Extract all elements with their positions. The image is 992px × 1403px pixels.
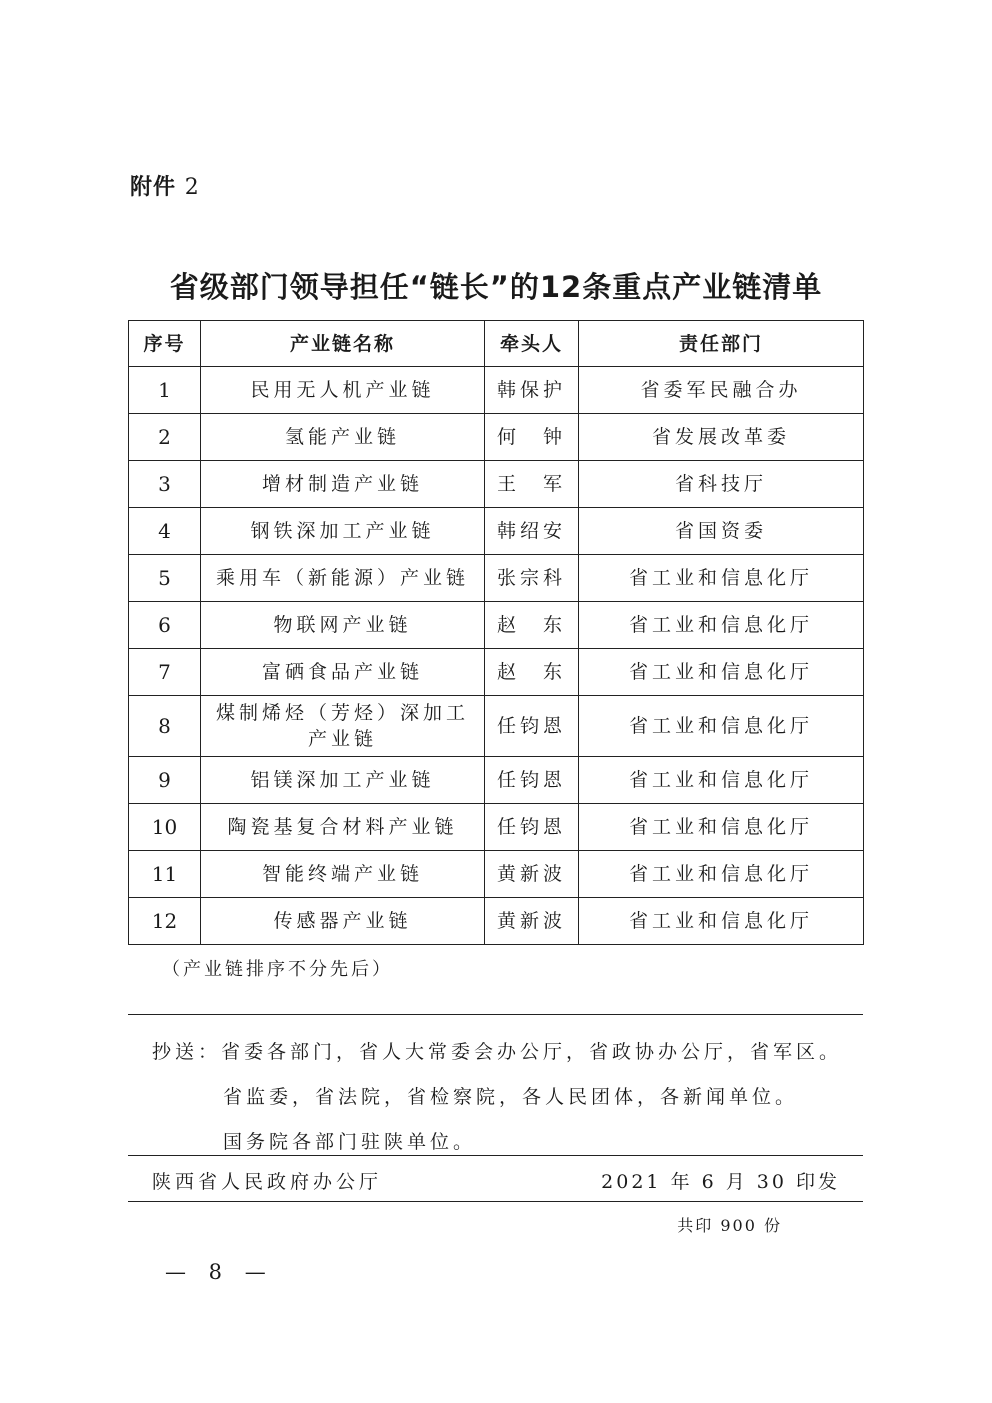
- cell-dept: 省工业和信息化厅: [579, 757, 864, 804]
- cc-line-1: 抄送：省委各部门，省人大常委会办公厅，省政协办公厅，省军区。: [152, 1041, 843, 1063]
- divider-top: [128, 1014, 863, 1015]
- cell-dept: 省国资委: [579, 508, 864, 555]
- cell-no: 6: [129, 602, 201, 649]
- cell-no: 9: [129, 757, 201, 804]
- table-row: [129, 555, 864, 602]
- cell-dept: 省科技厅: [579, 461, 864, 508]
- attachment-label: [130, 170, 200, 201]
- cell-dept: 省工业和信息化厅: [579, 649, 864, 696]
- cell-no: 4: [129, 508, 201, 555]
- header-no: 序号: [129, 321, 201, 367]
- page-number: — 8 —: [165, 1260, 274, 1284]
- table-row: [129, 757, 864, 804]
- table-row: [129, 461, 864, 508]
- table-note: （产业链排序不分先后）: [162, 959, 393, 980]
- cell-lead: 韩保护: [485, 367, 579, 414]
- cell-chain: 物联网产业链: [201, 602, 485, 649]
- table-row: [129, 649, 864, 696]
- cell-dept: 省工业和信息化厅: [579, 804, 864, 851]
- cell-lead: 任钧恩: [485, 757, 579, 804]
- cc-block: [152, 1030, 842, 1165]
- cell-chain: 陶瓷基复合材料产业链: [201, 804, 485, 851]
- copies-count: 共印 900 份: [677, 1216, 782, 1235]
- cell-no: 11: [129, 851, 201, 898]
- attachment-text: 附件: [130, 175, 177, 200]
- cc-line-3: 国务院各部门驻陕单位。: [223, 1131, 477, 1153]
- attachment-number: 2: [184, 175, 200, 200]
- header-lead: 牵头人: [485, 321, 579, 367]
- industry-chain-table: [128, 320, 864, 945]
- cell-chain: 煤制烯烃（芳烃）深加工产业链: [201, 696, 485, 757]
- cell-dept: 省工业和信息化厅: [579, 602, 864, 649]
- cell-chain: 氢能产业链: [201, 414, 485, 461]
- cell-chain: 钢铁深加工产业链: [201, 508, 485, 555]
- cell-no: 1: [129, 367, 201, 414]
- cell-chain: 智能终端产业链: [201, 851, 485, 898]
- header-chain: 产业链名称: [201, 321, 485, 367]
- document-title: 省级部门领导担任“链长”的12条重点产业链清单: [169, 270, 823, 304]
- cell-lead: 王 军: [485, 461, 579, 508]
- cell-dept: 省工业和信息化厅: [579, 555, 864, 602]
- cell-chain: 乘用车（新能源）产业链: [201, 555, 485, 602]
- cell-dept: 省发展改革委: [579, 414, 864, 461]
- issuer: 陕西省人民政府办公厅: [152, 1171, 383, 1193]
- cell-no: 7: [129, 649, 201, 696]
- cell-no: 8: [129, 696, 201, 757]
- cell-dept: 省工业和信息化厅: [579, 696, 864, 757]
- cell-lead: 张宗科: [485, 555, 579, 602]
- cell-lead: 赵 东: [485, 602, 579, 649]
- cell-no: 10: [129, 804, 201, 851]
- cell-lead: 任钧恩: [485, 804, 579, 851]
- cell-chain: 铝镁深加工产业链: [201, 757, 485, 804]
- cell-dept: 省工业和信息化厅: [579, 898, 864, 945]
- table-header-row: [129, 321, 864, 367]
- table-row: [129, 602, 864, 649]
- cell-lead: 何 钟: [485, 414, 579, 461]
- cell-lead: 任钧恩: [485, 696, 579, 757]
- cell-no: 2: [129, 414, 201, 461]
- issued-date: 2021 年 6 月 30 印发: [601, 1171, 840, 1193]
- divider-middle: [128, 1155, 863, 1156]
- header-dept: 责任部门: [579, 321, 864, 367]
- cell-no: 12: [129, 898, 201, 945]
- table-row: [129, 414, 864, 461]
- cell-lead: 黄新波: [485, 898, 579, 945]
- table-row: [129, 804, 864, 851]
- divider-bottom: [128, 1201, 863, 1202]
- table-row: [129, 898, 864, 945]
- cell-chain: 增材制造产业链: [201, 461, 485, 508]
- table-row: [129, 508, 864, 555]
- table-row: [129, 367, 864, 414]
- cell-lead: 韩绍安: [485, 508, 579, 555]
- cell-lead: 赵 东: [485, 649, 579, 696]
- cell-chain: 富硒食品产业链: [201, 649, 485, 696]
- table-row: [129, 851, 864, 898]
- cell-chain: 传感器产业链: [201, 898, 485, 945]
- cell-dept: 省委军民融合办: [579, 367, 864, 414]
- cell-no: 5: [129, 555, 201, 602]
- cc-line-2: 省监委，省法院，省检察院，各人民团体，各新闻单位。: [223, 1086, 799, 1108]
- table-row: [129, 696, 864, 757]
- cell-lead: 黄新波: [485, 851, 579, 898]
- cell-no: 3: [129, 461, 201, 508]
- cell-dept: 省工业和信息化厅: [579, 851, 864, 898]
- cell-chain: 民用无人机产业链: [201, 367, 485, 414]
